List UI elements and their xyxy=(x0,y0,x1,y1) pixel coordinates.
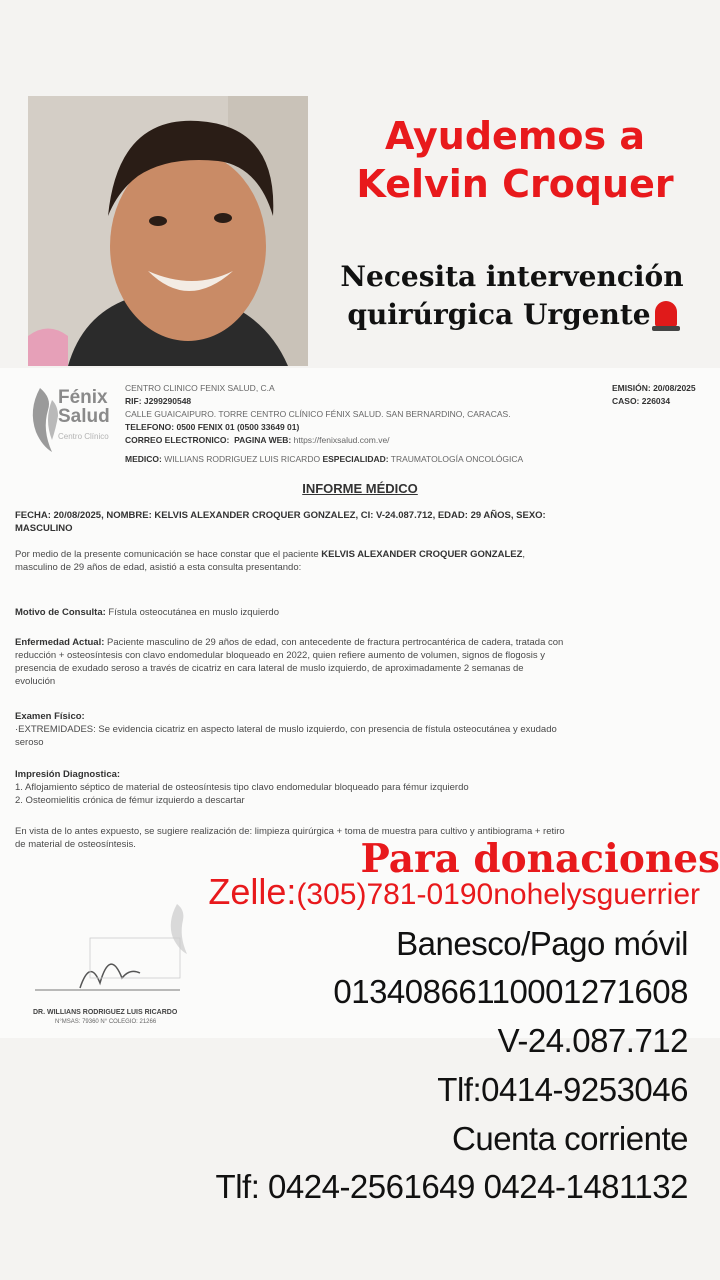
motivo-text: Fístula osteocutánea en muslo izquierdo xyxy=(105,607,279,618)
account-type: Cuenta corriente xyxy=(452,1120,688,1157)
id-number: V-24.087.712 xyxy=(497,1022,688,1059)
examen-label: Examen Físico: xyxy=(15,711,85,722)
web-url: https://fenixsalud.com.ve/ xyxy=(293,435,390,445)
emission-info xyxy=(612,382,696,408)
clinic-address: CALLE GUAICAIPURO. TORRE CENTRO CLÍNICO FÉNIX SALUD. SAN BERNARDINO, CARACAS. xyxy=(125,409,511,419)
subhead-line1: Necesita intervención xyxy=(340,260,684,293)
intro-text: Por medio de la presente comunicación se hace constar que el paciente xyxy=(15,549,322,560)
bank-name: Banesco/Pago móvil xyxy=(396,925,688,962)
logo-tagline: Centro Clínico xyxy=(58,432,109,441)
zelle-line xyxy=(200,872,700,915)
logo-name-line2: Salud xyxy=(58,406,110,427)
patient-info xyxy=(15,509,705,535)
zelle-label: Zelle: xyxy=(208,871,297,912)
subheadline xyxy=(312,258,712,334)
patient-line2: MASCULINO xyxy=(15,523,73,534)
intro-line1 xyxy=(15,548,705,561)
clinic-header xyxy=(125,382,565,466)
medico-label: MEDICO: xyxy=(125,454,162,464)
portrait-illustration xyxy=(28,96,308,366)
medico-name: WILLIANS RODRIGUEZ LUIS RICARDO xyxy=(164,454,321,464)
enfermedad-label: Enfermedad Actual: xyxy=(15,637,105,648)
signature-stamp xyxy=(30,918,185,998)
clinic-web-line xyxy=(125,434,565,447)
enfermedad-line4: evolución xyxy=(15,676,56,687)
enfermedad-section xyxy=(15,636,705,688)
intro-comma: , xyxy=(522,549,526,560)
email-label: CORREO ELECTRONICO: xyxy=(125,435,230,445)
medico-line xyxy=(125,453,565,466)
zelle-value: (305)781-0190nohelysguerrier xyxy=(296,878,700,911)
intro-paragraph xyxy=(15,548,705,574)
contact-phones: Tlf: 0424-2561649 0424-1481132 xyxy=(215,1168,688,1205)
examen-line2: seroso xyxy=(15,737,44,748)
case-number: CASO: 226034 xyxy=(612,396,671,406)
emission-date: EMISIÓN: 20/08/2025 xyxy=(612,383,696,393)
headline-line2: Kelvin Croquer xyxy=(356,162,674,206)
examen-section xyxy=(15,710,705,749)
clinic-name: CENTRO CLINICO FENIX SALUD, C.A xyxy=(125,383,275,393)
clinic-rif: RIF: J299290548 xyxy=(125,396,192,406)
clinic-phone: TELEFONO: 0500 FENIX 01 (0500 33649 01) xyxy=(125,422,300,432)
report-title: INFORME MÉDICO xyxy=(302,481,418,496)
motivo-label: Motivo de Consulta: xyxy=(15,607,106,618)
examen-line1: ·EXTREMIDADES: Se evidencia cicatriz en aspecto lateral de muslo izquierdo, con presencia de fístula osteocutánea y exudado xyxy=(15,724,557,735)
enfermedad-line3: presencia de exudado seroso a través de cicatriz en cara lateral de muslo izquierdo, de aproximadamente 2 semanas de xyxy=(15,663,524,674)
logo-name-line1: Fénix xyxy=(58,387,108,408)
intro-patient-name: KELVIS ALEXANDER CROQUER GONZALEZ xyxy=(321,549,523,560)
logo-text xyxy=(58,388,110,426)
subhead-line2: quirúrgica Urgente xyxy=(347,298,651,331)
impresion-line1: 1. Aflojamiento séptico de material de osteosíntesis tipo clavo endomedular bloqueado para fémur izquierdo xyxy=(15,782,469,793)
especialidad: TRAUMATOLOGÍA ONCOLÓGICA xyxy=(390,454,524,464)
web-label: PAGINA WEB: xyxy=(234,435,292,445)
patient-line1: FECHA: 20/08/2025, NOMBRE: KELVIS ALEXANDER CROQUER GONZALEZ, CI: V-24.087.712, EDAD: 29 AÑOS, SEXO: xyxy=(15,510,546,521)
impresion-line2: 2. Osteomielitis crónica de fémur izquierdo a descartar xyxy=(15,795,245,806)
signature-registry: N°MSAS: 79360 N° COLEGIO: 21266 xyxy=(55,1019,157,1025)
headline-line1: Ayudemos a xyxy=(384,114,646,158)
impresion-section xyxy=(15,768,705,807)
patient-photo xyxy=(28,96,308,366)
donations-title: Para donaciones xyxy=(360,836,720,882)
cierre-line2: de material de osteosíntesis. xyxy=(15,839,136,850)
enfermedad-line1 xyxy=(15,636,705,649)
motivo-section xyxy=(15,606,705,619)
subhead-line2-wrap xyxy=(312,296,712,334)
siren-icon xyxy=(655,301,677,327)
cierre-line1: En vista de lo antes expuesto, se sugiere realización de: limpieza quirúrgica + toma de muestra para cultivo y antibiograma + retiro xyxy=(15,826,565,837)
account-number: 01340866110001271608 xyxy=(333,973,688,1010)
intro-line2: masculino de 29 años de edad, asistió a esta consulta presentando: xyxy=(15,562,302,573)
enfermedad-text1: Paciente masculino de 29 años de edad, con antecedente de fractura pertrocantérica de cadera, tratada con xyxy=(104,637,564,648)
phone-pago-movil: Tlf:0414-9253046 xyxy=(437,1071,688,1108)
signature-name: DR. WILLIANS RODRIGUEZ LUIS RICARDO xyxy=(33,1009,178,1016)
impresion-label: Impresión Diagnostica: xyxy=(15,769,121,780)
enfermedad-line2: reducción + osteosíntesis con clavo endomedular bloqueado en 2022, quien refiere aumento de volumen, signos de flogosis y xyxy=(15,650,545,661)
especialidad-label: ESPECIALIDAD: xyxy=(322,454,389,464)
headline xyxy=(320,112,710,208)
